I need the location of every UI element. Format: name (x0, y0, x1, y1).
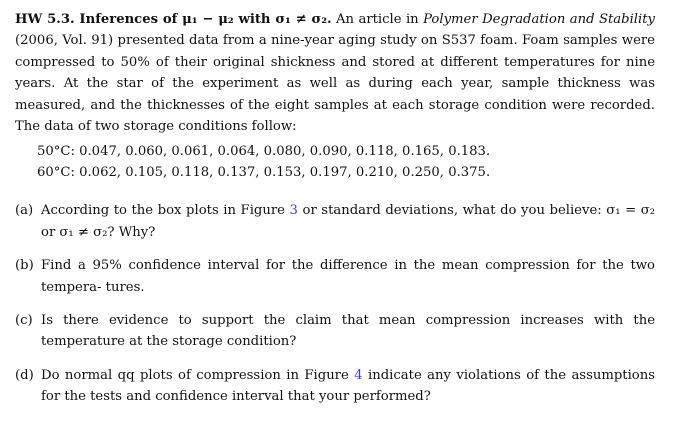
problem-statement (15, 9, 655, 137)
question-d-label: (d) (15, 367, 34, 383)
homework-page (15, 9, 655, 420)
question-c (15, 310, 655, 353)
figure-4-link[interactable]: 4 (354, 367, 363, 383)
question-b (15, 255, 655, 298)
question-d-text (41, 365, 655, 408)
data-row-60c: 60°C: 0.062, 0.105, 0.118, 0.137, 0.153, 0.197, 0.210, 0.250, 0.375. (37, 165, 491, 181)
question-c-label: (c) (15, 313, 33, 329)
figure-3-link[interactable]: 3 (289, 203, 298, 219)
question-c-text: Is there evidence to support the claim that mean compression increases with the temperature at the storage condition? (41, 313, 655, 350)
question-a-text (41, 200, 655, 243)
question-d (15, 365, 655, 408)
problem-title: HW 5.3. Inferences of μ₁ − μ₂ with σ₁ ≠ σ₂. (15, 12, 332, 27)
question-a-text-after: or standard deviations, what do you believe: σ₁ = σ₂ or σ₁ ≠ σ₂? Why? (41, 203, 656, 240)
journal-name: Polymer Degradation and Stability (423, 12, 655, 27)
data-row-50c: 50°C: 0.047, 0.060, 0.061, 0.064, 0.080, 0.090, 0.118, 0.165, 0.183. (37, 144, 491, 160)
question-a (15, 200, 655, 243)
question-b-label: (b) (15, 258, 34, 274)
intro-text-before-journal: An article in (331, 12, 424, 27)
question-b-text: Find a 95% confidence interval for the difference in the mean compression for the two tempera- tures. (41, 258, 655, 295)
intro-text-after-journal: (2006, Vol. 91) presented data from a nine-year aging study on S537 foam. Foam samples were compressed to 50% of their original shickness and stored at different temperatures for nine years. At the star of the experiment as well as during each year, sample thickness was measured, and the thicknesses of the eight samples at each storage condition were recorded. The data of two storage conditions follow: (15, 33, 655, 135)
question-a-text-before: According to the box plots in Figure (41, 203, 290, 219)
question-d-text-before: Do normal qq plots of compression in Figure (41, 367, 355, 383)
data-block (37, 141, 655, 183)
question-d-text-after: indicate any violations of the assumptions for the tests and confidence interval that your performed? (41, 367, 655, 405)
question-a-label: (a) (15, 203, 34, 219)
question-list (15, 200, 655, 407)
